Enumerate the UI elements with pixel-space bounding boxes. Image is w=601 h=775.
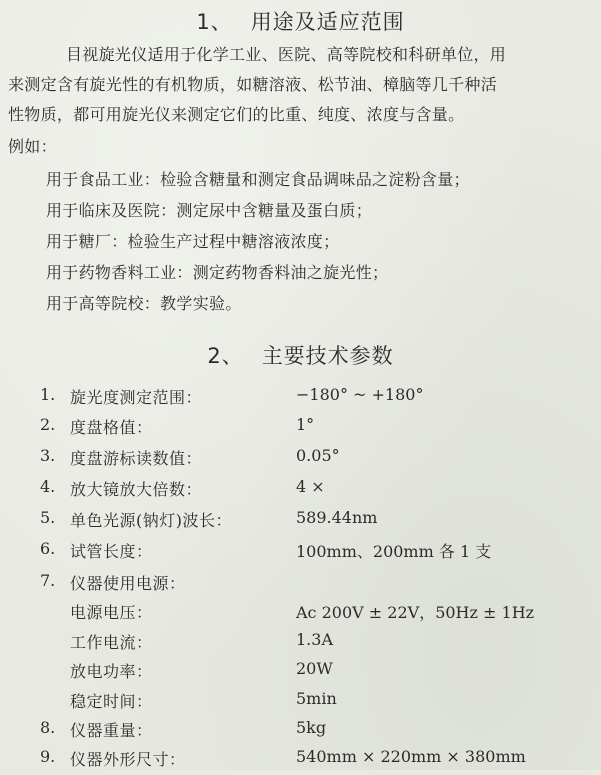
spec-index: 3. — [40, 446, 56, 465]
spec-label: 工作电流： — [70, 633, 153, 652]
section-1-heading — [0, 6, 601, 36]
section-2-title: 主要技术参数 — [261, 344, 394, 368]
spec-value: 4 × — [296, 477, 325, 496]
use-item-food: 用于食品工业：检验含糖量和测定食品调味品之淀粉含量； — [46, 170, 470, 189]
intro-line-4: 例如： — [8, 137, 57, 156]
spec-value: Ac 200V ± 22V，50Hz ± 1Hz — [296, 603, 535, 622]
spec-label: 单色光源(钠灯)波长： — [70, 511, 232, 530]
spec-label: 仪器重量： — [70, 721, 153, 740]
use-item-education: 用于高等院校：教学实验。 — [46, 294, 242, 313]
spec-row — [0, 477, 601, 505]
section-1-title: 用途及适应范围 — [250, 10, 405, 34]
spec-value: 1.3A — [296, 630, 333, 649]
spec-value: 100mm、200mm 各 1 支 — [296, 542, 492, 561]
spec-row — [0, 571, 601, 599]
spec-index: 6. — [40, 539, 56, 558]
spec-index: 7. — [40, 571, 56, 590]
spec-index: 9. — [40, 747, 56, 766]
use-item-sugar-factory: 用于糖厂：检验生产过程中糖溶液浓度； — [46, 232, 340, 251]
spec-index: 1. — [40, 385, 56, 404]
spec-value: 540mm × 220mm × 380mm — [296, 747, 526, 766]
intro-line-2: 来测定含有旋光性的有机物质，如糖溶液、松节油、樟脑等几千种活 — [8, 75, 498, 94]
spec-label: 稳定时间： — [70, 692, 153, 711]
spec-index: 2. — [40, 415, 56, 434]
intro-line-3: 性物质，都可用旋光仪来测定它们的比重、纯度、浓度与含量。 — [8, 105, 465, 124]
use-item-pharma: 用于药物香料工业：测定药物香料油之旋光性； — [46, 263, 389, 282]
spec-label: 度盘格值： — [70, 418, 153, 437]
spec-value: −180° ~ +180° — [296, 385, 424, 404]
intro-line-1: 目视旋光仪适用于化学工业、医院、高等院校和科研单位，用 — [66, 45, 507, 64]
spec-row — [0, 630, 601, 658]
spec-label: 仪器使用电源： — [70, 574, 186, 593]
spec-label: 仪器外形尺寸： — [70, 750, 186, 769]
spec-index: 8. — [40, 718, 56, 737]
spec-value: 20W — [296, 659, 333, 678]
spec-row — [0, 718, 601, 746]
spec-label: 电源电压： — [70, 603, 153, 622]
spec-label: 放大镜放大倍数： — [70, 480, 203, 499]
spec-value: 1° — [296, 415, 315, 434]
spec-value: 5min — [296, 689, 337, 708]
spec-row — [0, 415, 601, 443]
spec-value: 0.05° — [296, 446, 340, 465]
spec-label: 试管长度： — [70, 542, 153, 561]
spec-row — [0, 659, 601, 687]
spec-row — [0, 747, 601, 775]
spec-row — [0, 446, 601, 474]
spec-value: 5kg — [296, 718, 327, 737]
spec-value: 589.44nm — [296, 508, 378, 527]
spec-index: 5. — [40, 508, 56, 527]
section-2-heading — [0, 340, 601, 370]
spec-row — [0, 689, 601, 717]
spec-row — [0, 508, 601, 536]
section-2-number: 2、 — [207, 344, 244, 368]
section-1-number: 1、 — [196, 10, 233, 34]
spec-index: 4. — [40, 477, 56, 496]
spec-label: 旋光度测定范围： — [70, 388, 203, 407]
spec-label: 度盘游标读数值： — [70, 449, 203, 468]
spec-label: 放电功率： — [70, 662, 153, 681]
use-item-clinical: 用于临床及医院：测定尿中含糖量及蛋白质； — [46, 201, 373, 220]
spec-row — [0, 539, 601, 567]
spec-row — [0, 385, 601, 413]
spec-row — [0, 600, 601, 628]
